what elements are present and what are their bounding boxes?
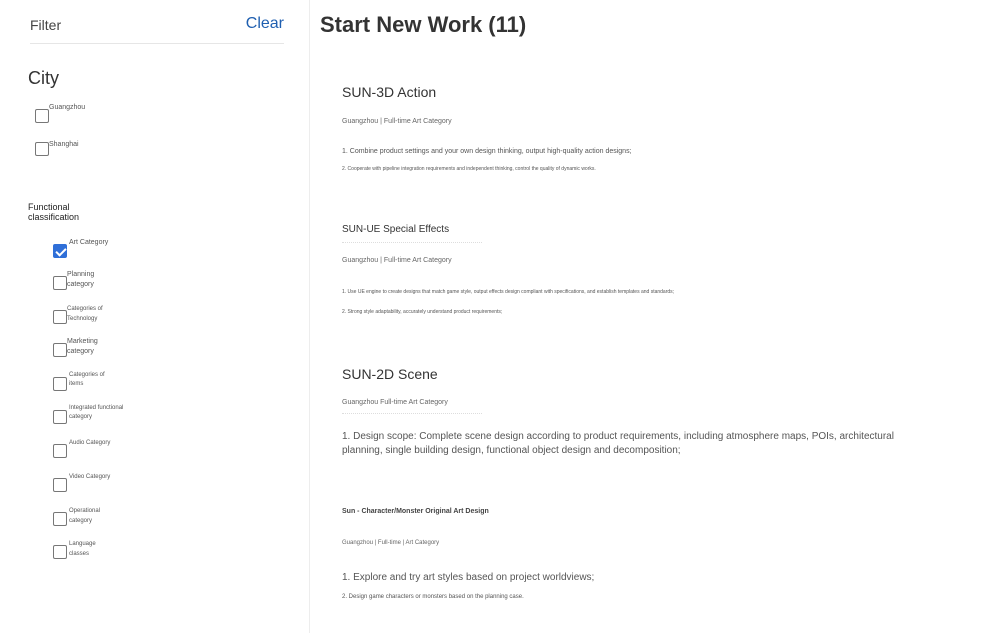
filter-title: Filter [30,17,62,33]
func-option-label: Art Category [69,239,109,246]
divider [342,413,482,414]
job-meta: Guangzhou | Full-time Art Category [342,118,452,125]
job-description-line: 2. Strong style adaptability, accurately understand product requirements; [342,309,503,315]
func-option-label: Integrated functional category [69,405,124,420]
func-language-checkbox[interactable] [53,545,67,559]
func-option-label: Audio Category [69,440,111,446]
func-option-label: Operational category [69,508,101,524]
page-title: Start New Work (11) [320,12,527,37]
city-option-label: Shanghai [49,141,79,148]
job-meta: Guangzhou Full-time Art Category [342,399,448,406]
job-card-3d-action[interactable] [342,84,962,172]
func-option-label: Marketing category [67,338,98,355]
func-audio-checkbox[interactable] [53,444,67,458]
func-operational-checkbox[interactable] [53,512,67,526]
job-description-line: 1. Explore and try art styles based on project worldviews; [342,572,595,583]
functional-section-title: Functional classification [28,202,80,222]
job-meta: Guangzhou | Full-time | Art Category [342,540,440,546]
func-option-label: Language classes [69,541,96,557]
func-option-label: Planning category [67,271,95,288]
clear-filters-button[interactable]: Clear [245,15,284,32]
city-option-label: Guangzhou [49,104,86,111]
job-description-line: 1. Combine product settings and your own design thinking, output high-quality action designs; [342,148,632,155]
func-option-label: Categories of Technology [67,306,103,322]
job-card-ue-effects[interactable] [342,224,962,315]
job-title[interactable]: SUN-2D Scene [342,366,438,382]
job-title[interactable]: SUN-UE Special Effects [342,224,450,235]
func-technology-checkbox[interactable] [53,310,67,324]
city-shanghai-checkbox[interactable] [35,142,49,156]
job-card-character-monster[interactable] [342,508,962,600]
divider [342,242,482,243]
job-description-line: 2. Design game characters or monsters based on the planning case. [342,594,524,600]
job-title[interactable]: Sun - Character/Monster Original Art Design [342,508,489,515]
func-video-checkbox[interactable] [53,478,67,492]
job-title[interactable]: SUN-3D Action [342,84,437,100]
func-art-checkbox[interactable] [53,244,67,258]
func-marketing-checkbox[interactable] [53,343,67,357]
city-section-title: City [28,68,59,88]
job-description-line: 2. Cooperate with pipeline integration requirements and independent thinking, control the quality of dynamic works. [342,166,596,172]
func-option-label: Video Category [69,474,111,480]
job-description-line: 1. Design scope: Complete scene design according to product requirements, including atmosphere maps, POIs, architectural planning, single building design, functional object design and decomposition; [342,431,894,456]
filter-header [30,14,284,44]
job-meta: Guangzhou | Full-time Art Category [342,257,452,264]
func-option-label: Categories of items [69,372,105,387]
job-card-2d-scene[interactable] [342,366,962,456]
func-planning-checkbox[interactable] [53,276,67,290]
filter-sidebar [0,0,310,633]
func-items-checkbox[interactable] [53,377,67,391]
job-description-line: 1. Use UE engine to create designs that match game style, output effects design compliant with specifications, and establish templates and standards; [342,289,675,295]
func-integrated-checkbox[interactable] [53,410,67,424]
city-guangzhou-checkbox[interactable] [35,109,49,123]
